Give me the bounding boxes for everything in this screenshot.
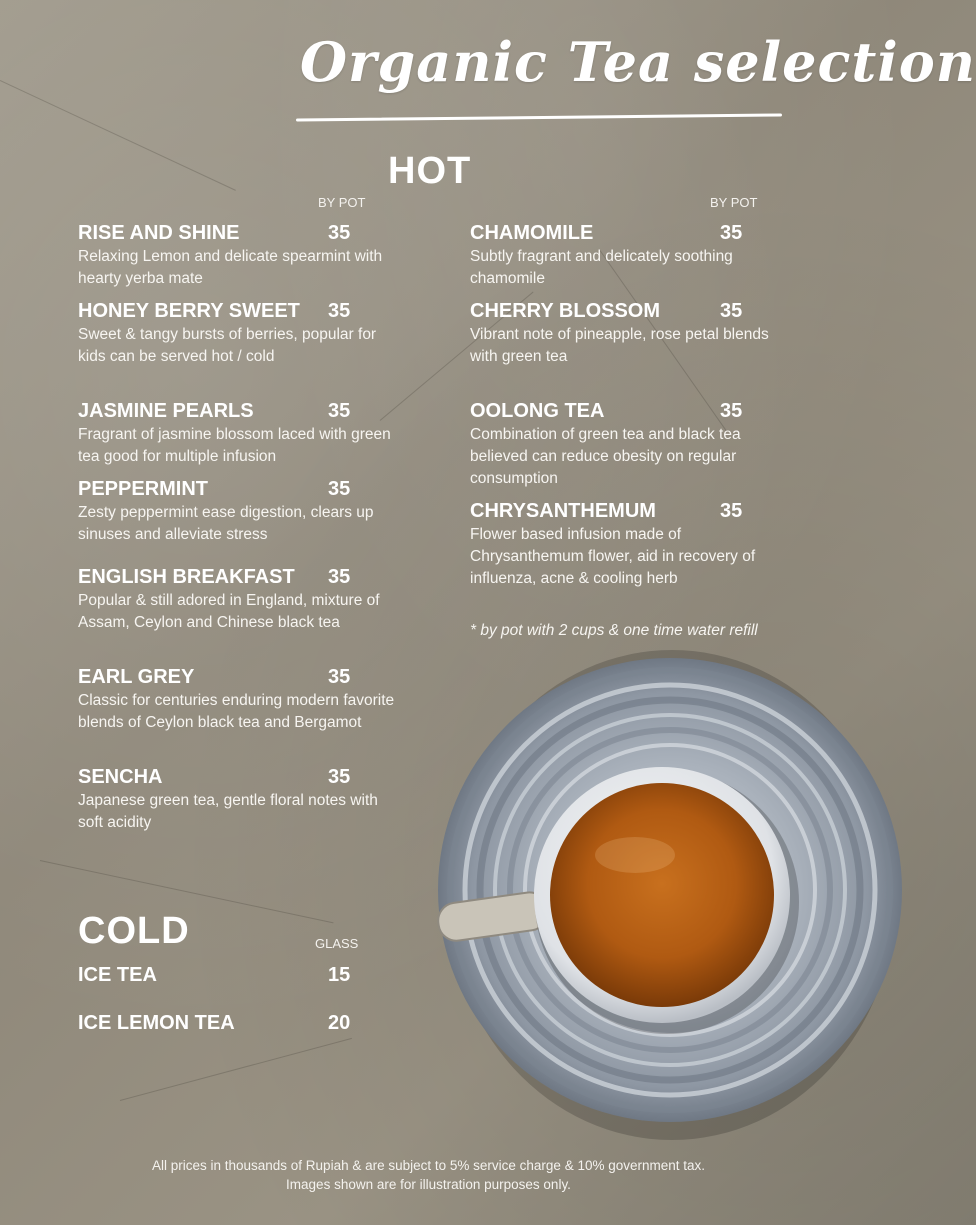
menu-item-cherry-blossom (470, 300, 790, 368)
item-description: Popular & still adored in England, mixture of Assam, Ceylon and Chinese black tea (78, 592, 380, 631)
menu-item-ice-tea (78, 964, 398, 990)
item-name: ICE LEMON TEA (78, 1012, 235, 1034)
cold-column-label: GLASS (315, 936, 359, 951)
item-price: 35 (328, 766, 351, 788)
footer-image-note: Images shown are for illustration purposes only. (286, 1177, 571, 1192)
item-name: ICE TEA (78, 964, 157, 986)
item-name: SENCHA (78, 766, 163, 788)
menu-item-earl-grey (78, 666, 398, 734)
item-price: 35 (328, 400, 351, 422)
item-name: CHAMOMILE (470, 222, 594, 244)
item-description: Flower based infusion made of Chrysanthemum flower, aid in recovery of influenza, acne & cooling herb (470, 526, 756, 587)
item-name: CHRYSANTHEMUM (470, 500, 656, 522)
item-name: PEPPERMINT (78, 478, 209, 500)
item-price: 35 (720, 222, 743, 244)
item-price: 35 (328, 566, 351, 588)
title-underline (296, 113, 782, 121)
footer-price-note: All prices in thousands of Rupiah & are subject to 5% service charge & 10% government tax. (151, 1158, 706, 1173)
footer-disclaimer (0, 1156, 857, 1194)
hot-left-column-label: BY POT (318, 195, 366, 210)
by-pot-note: * by pot with 2 cups & one time water refill (470, 622, 758, 639)
menu-item-honey-berry-sweet (78, 300, 398, 368)
menu-item-oolong-tea (470, 400, 790, 490)
item-description: Sweet & tangy bursts of berries, popular for kids can be served hot / cold (78, 326, 377, 365)
tea-cup-on-saucer-image (430, 650, 857, 1145)
item-price: 35 (720, 500, 743, 522)
item-price: 15 (328, 964, 351, 986)
item-price: 35 (328, 300, 351, 322)
menu-item-rise-and-shine (78, 222, 398, 290)
item-name: EARL GREY (78, 666, 195, 688)
item-price: 35 (720, 300, 743, 322)
item-name: ENGLISH BREAKFAST (78, 566, 295, 588)
item-description: Vibrant note of pineapple, rose petal blends with green tea (470, 326, 769, 365)
menu-item-english-breakfast (78, 566, 398, 634)
item-price: 35 (720, 400, 743, 422)
item-description: Classic for centuries enduring modern favorite blends of Ceylon black tea and Bergamot (78, 692, 395, 731)
menu-item-jasmine-pearls (78, 400, 398, 468)
item-name: CHERRY BLOSSOM (470, 300, 661, 322)
menu-item-peppermint (78, 478, 398, 546)
item-name: JASMINE PEARLS (78, 400, 254, 422)
item-description: Fragrant of jasmine blossom laced with green tea good for multiple infusion (78, 426, 391, 465)
item-description: Zesty peppermint ease digestion, clears up sinuses and alleviate stress (78, 504, 374, 543)
concrete-crack (0, 80, 236, 191)
concrete-crack (120, 1038, 352, 1101)
item-description: Subtly fragrant and delicately soothing chamomile (470, 248, 733, 287)
hot-section-heading: HOT (388, 150, 472, 192)
hot-right-column-label: BY POT (710, 195, 758, 210)
cold-section-heading: COLD (78, 910, 190, 952)
item-description: Relaxing Lemon and delicate spearmint with hearty yerba mate (78, 248, 383, 287)
menu-item-chrysanthemum (470, 500, 790, 590)
item-name: HONEY BERRY SWEET (78, 300, 300, 322)
item-price: 20 (328, 1012, 351, 1034)
menu-item-sencha (78, 766, 398, 834)
tea-surface (550, 783, 774, 1007)
item-price: 35 (328, 666, 351, 688)
item-name: RISE AND SHINE (78, 222, 240, 244)
item-description: Combination of green tea and black tea believed can reduce obesity on regular consumption (470, 426, 741, 487)
menu-item-chamomile (470, 222, 790, 290)
menu-item-ice-lemon-tea (78, 1012, 398, 1038)
item-description: Japanese green tea, gentle floral notes with soft acidity (78, 792, 378, 831)
menu-title: Organic Tea selection (300, 30, 976, 94)
item-price: 35 (328, 478, 351, 500)
item-name: OOLONG TEA (470, 400, 605, 422)
item-price: 35 (328, 222, 351, 244)
